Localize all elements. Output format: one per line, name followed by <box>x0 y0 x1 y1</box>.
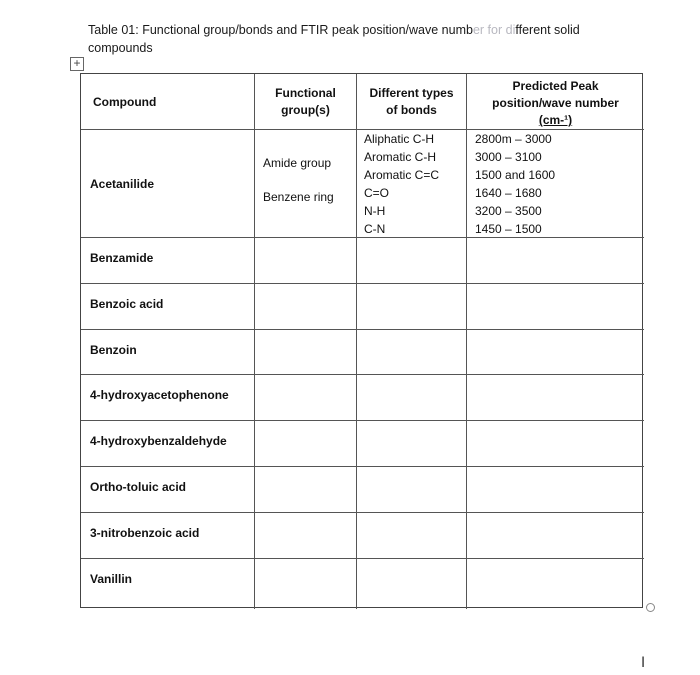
empty-cell[interactable] <box>467 421 644 467</box>
caption-text: Table 01: Functional group/bonds and FTIR peak position/wave numb <box>88 23 473 37</box>
empty-cell[interactable] <box>255 238 357 284</box>
peak-item: 1500 and 1600 <box>475 168 556 182</box>
compound-cell[interactable]: Benzamide <box>81 238 255 284</box>
empty-cell[interactable] <box>357 284 467 330</box>
bond-item: Aromatic C=C <box>364 168 440 182</box>
compound-cell[interactable]: 4-hydroxybenzaldehyde <box>81 421 255 467</box>
empty-cell[interactable] <box>255 559 357 609</box>
header-bond-types: Different types of bonds <box>357 74 467 130</box>
empty-cell[interactable] <box>357 330 467 375</box>
peak-item: 3000 – 3100 <box>475 150 542 164</box>
header-compound: Compound <box>81 74 255 130</box>
bond-item: Aromatic C-H <box>364 150 437 164</box>
empty-cell[interactable] <box>255 421 357 467</box>
empty-cell[interactable] <box>467 284 644 330</box>
caption-text-faded: er for di <box>472 23 516 37</box>
empty-cell[interactable] <box>357 375 467 421</box>
compound-acetanilide[interactable]: Acetanilide <box>81 130 255 238</box>
empty-cell[interactable] <box>357 513 467 559</box>
acetanilide-peaks[interactable] <box>467 130 644 238</box>
peak-item: 2800m – 3000 <box>475 132 552 146</box>
empty-cell[interactable] <box>467 513 644 559</box>
empty-cell[interactable] <box>467 238 644 284</box>
bond-item: C=O <box>364 186 390 200</box>
empty-cell[interactable] <box>467 467 644 513</box>
caption-text-line2: compounds <box>88 41 153 55</box>
caption-text-end: fferent solid <box>515 23 580 37</box>
empty-cell[interactable] <box>357 467 467 513</box>
empty-cell[interactable] <box>255 467 357 513</box>
functional-group-item: Amide group <box>263 156 332 170</box>
ftir-table <box>80 73 643 608</box>
compound-cell[interactable]: 4-hydroxyacetophenone <box>81 375 255 421</box>
empty-cell[interactable] <box>357 559 467 609</box>
empty-cell[interactable] <box>357 238 467 284</box>
table-caption <box>88 21 668 57</box>
compound-cell[interactable]: Benzoin <box>81 330 255 375</box>
move-cross-icon[interactable]: + <box>70 57 84 71</box>
empty-cell[interactable] <box>467 375 644 421</box>
peak-item: 1450 – 1500 <box>475 222 542 236</box>
compound-cell[interactable]: Benzoic acid <box>81 284 255 330</box>
empty-cell[interactable] <box>255 513 357 559</box>
header-functional-groups: Functional group(s) <box>255 74 357 130</box>
empty-cell[interactable] <box>467 559 644 609</box>
bond-item: N-H <box>364 204 386 218</box>
empty-cell[interactable] <box>255 330 357 375</box>
acetanilide-bonds[interactable] <box>357 130 467 238</box>
table-resize-handle[interactable] <box>646 603 655 612</box>
compound-cell[interactable]: Ortho-toluic acid <box>81 467 255 513</box>
empty-cell[interactable] <box>255 284 357 330</box>
bond-item: C-N <box>364 222 386 236</box>
peak-item: 1640 – 1680 <box>475 186 542 200</box>
empty-cell[interactable] <box>357 421 467 467</box>
acetanilide-functional-groups[interactable] <box>255 130 357 238</box>
empty-cell[interactable] <box>467 330 644 375</box>
functional-group-item: Benzene ring <box>263 190 334 204</box>
peak-item: 3200 – 3500 <box>475 204 542 218</box>
empty-cell[interactable] <box>255 375 357 421</box>
header-peak-position: Predicted Peak position/wave number (cm-¹) <box>467 74 644 130</box>
text-cursor-icon: I <box>641 655 646 671</box>
compound-cell[interactable]: 3-nitrobenzoic acid <box>81 513 255 559</box>
bond-item: Aliphatic C-H <box>364 132 435 146</box>
compound-cell[interactable]: Vanillin <box>81 559 255 609</box>
